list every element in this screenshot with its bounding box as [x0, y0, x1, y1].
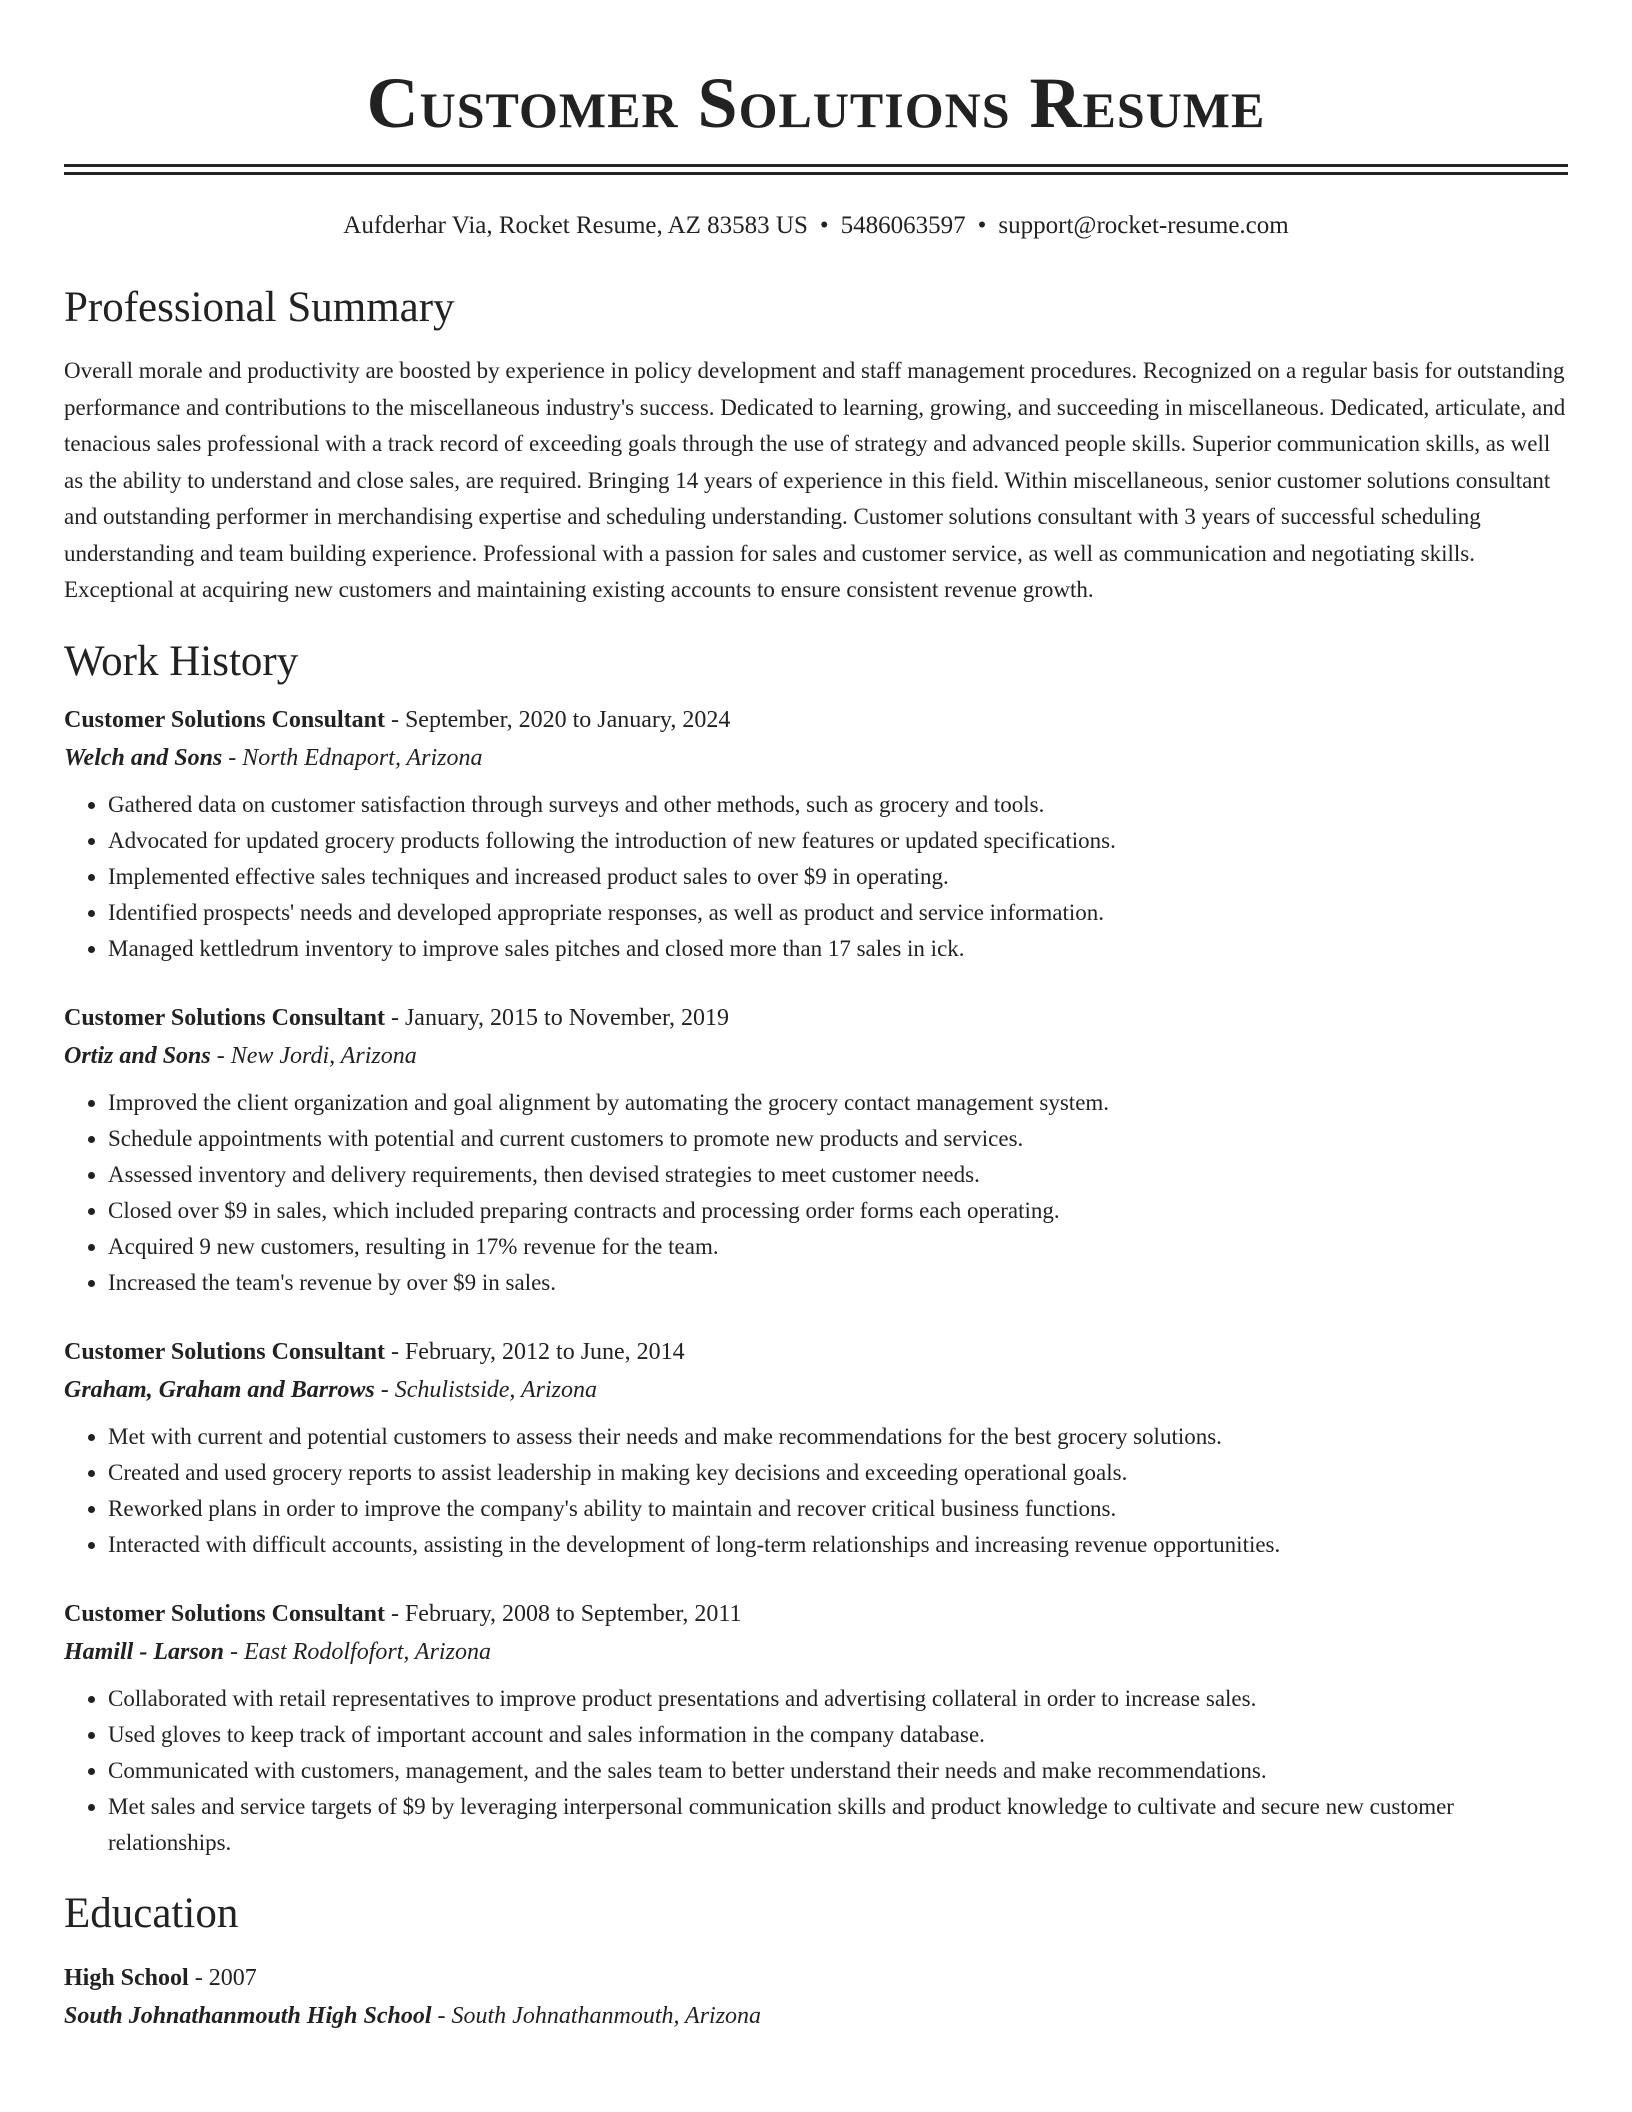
- job-bullet: • Increased the team's revenue by over $9 in sales.: [108, 1265, 1568, 1301]
- job-bullet: • Created and used grocery reports to assist leadership in making key decisions and exceeding operational goals.: [108, 1455, 1568, 1491]
- summary-text: Overall morale and productivity are boosted by experience in policy development and staff management procedures. Recognized on a regular basis for outstanding performance and contributions to the miscellaneous industry's success. Dedicated to learning, growing, and succeeding in miscellaneous. Dedicated, articulate, and tenacious sales professional with a track record of exceeding goals through the use of strategy and advanced people skills. Superior communication skills, as well as the ability to understand and close sales, are required. Bringing 14 years of experience in this field. Within miscellaneous, senior customer solutions consultant and outstanding performer in merchandising expertise and scheduling understanding. Customer solutions consultant with 3 years of successful scheduling understanding and team building experience. Professional with a passion for sales and customer service, as well as communication and negotiating skills. Exceptional at acquiring new customers and maintaining existing accounts to ensure consistent revenue growth.: [64, 358, 1566, 602]
- job-dates: - September, 2020 to January, 2024: [384, 706, 731, 733]
- job-company: Welch and Sons: [64, 744, 223, 771]
- job-title-line: [64, 701, 1568, 739]
- job-location: - Schulistside, Arizona: [374, 1376, 597, 1403]
- job-company: Graham, Graham and Barrows: [64, 1376, 375, 1403]
- job-entry: [64, 701, 1568, 967]
- job-bullet: • Communicated with customers, management, and the sales team to better understand their needs and make recommendations.: [108, 1753, 1568, 1789]
- job-bullet: • Identified prospects' needs and developed appropriate responses, as well as product and service information.: [108, 895, 1568, 931]
- job-bullet: • Advocated for updated grocery products following the introduction of new features or updated specifications.: [108, 823, 1568, 859]
- job-entry: [64, 999, 1568, 1301]
- contact-line: [64, 209, 1568, 243]
- job-location: - New Jordi, Arizona: [210, 1042, 417, 1069]
- education-degree-line: [64, 1959, 1568, 1997]
- job-title: Customer Solutions Consultant: [64, 1004, 385, 1031]
- contact-separator: •: [977, 212, 987, 239]
- job-entry: [64, 1333, 1568, 1563]
- education-heading: Education: [64, 1889, 239, 1937]
- job-title: Customer Solutions Consultant: [64, 706, 385, 733]
- work-history-list: [64, 701, 1568, 1861]
- contact-email: support@rocket-resume.com: [998, 212, 1289, 239]
- contact-phone: 5486063597: [840, 212, 966, 239]
- job-bullet: • Met sales and service targets of $9 by leveraging interpersonal communication skills and product knowledge to cultivate and secure new customer relationships.: [108, 1789, 1568, 1861]
- work-history-heading: Work History: [64, 637, 299, 685]
- job-dates: - February, 2012 to June, 2014: [384, 1338, 685, 1365]
- job-bullet: • Gathered data on customer satisfaction through surveys and other methods, such as grocery and tools.: [108, 787, 1568, 823]
- job-bullet: • Met with current and potential customers to assess their needs and make recommendations for the best grocery solutions.: [108, 1419, 1568, 1455]
- education-entry: [64, 1959, 1568, 2035]
- education-school: South Johnathanmouth High School: [64, 2002, 432, 2029]
- job-location: - North Ednaport, Arizona: [222, 744, 483, 771]
- job-title-line: [64, 1595, 1568, 1633]
- job-bullet: • Used gloves to keep track of important account and sales information in the company database.: [108, 1717, 1568, 1753]
- job-bullet: • Improved the client organization and goal alignment by automating the grocery contact management system.: [108, 1085, 1568, 1121]
- contact-address: Aufderhar Via, Rocket Resume, AZ 83583 US: [343, 212, 808, 239]
- job-bullets: [64, 1681, 1568, 1861]
- job-bullet: • Assessed inventory and delivery requirements, then devised strategies to meet customer needs.: [108, 1157, 1568, 1193]
- job-bullet: • Reworked plans in order to improve the company's ability to maintain and recover critical business functions.: [108, 1491, 1568, 1527]
- contact-separator: •: [819, 212, 829, 239]
- job-entry: [64, 1595, 1568, 1861]
- education-degree: High School: [64, 1964, 189, 1991]
- job-title: Customer Solutions Consultant: [64, 1600, 385, 1627]
- education-school-line: [64, 1997, 1568, 2035]
- job-bullets: [64, 787, 1568, 967]
- job-bullet: • Acquired 9 new customers, resulting in 17% revenue for the team.: [108, 1229, 1568, 1265]
- job-company-line: [64, 1633, 1568, 1671]
- job-title-line: [64, 1333, 1568, 1371]
- job-bullets: [64, 1085, 1568, 1301]
- job-title-line: [64, 999, 1568, 1037]
- education-location: - South Johnathanmouth, Arizona: [431, 2002, 762, 2029]
- job-company-line: [64, 1371, 1568, 1409]
- job-dates: - February, 2008 to September, 2011: [384, 1600, 742, 1627]
- job-bullet: • Interacted with difficult accounts, assisting in the development of long-term relationships and increasing revenue opportunities.: [108, 1527, 1568, 1563]
- job-bullet: • Implemented effective sales techniques and increased product sales to over $9 in operating.: [108, 859, 1568, 895]
- job-bullet: • Managed kettledrum inventory to improve sales pitches and closed more than 17 sales in ick.: [108, 931, 1568, 967]
- job-location: - East Rodolfofort, Arizona: [224, 1638, 491, 1665]
- job-bullet: • Closed over $9 in sales, which included preparing contracts and processing order forms each operating.: [108, 1193, 1568, 1229]
- job-bullet: • Schedule appointments with potential and current customers to promote new products and services.: [108, 1121, 1568, 1157]
- job-company: Hamill - Larson: [64, 1638, 225, 1665]
- job-company: Ortiz and Sons: [64, 1042, 211, 1069]
- job-company-line: [64, 1037, 1568, 1075]
- job-title: Customer Solutions Consultant: [64, 1338, 385, 1365]
- job-bullet: • Collaborated with retail representatives to improve product presentations and advertising collateral in order to increase sales.: [108, 1681, 1568, 1717]
- education-year: - 2007: [188, 1964, 257, 1991]
- summary-heading: Professional Summary: [64, 284, 455, 331]
- resume-title: Customer Solutions Resume: [366, 63, 1266, 143]
- job-dates: - January, 2015 to November, 2019: [384, 1004, 730, 1031]
- job-bullets: [64, 1419, 1568, 1563]
- job-company-line: [64, 739, 1568, 777]
- title-divider: [64, 164, 1568, 175]
